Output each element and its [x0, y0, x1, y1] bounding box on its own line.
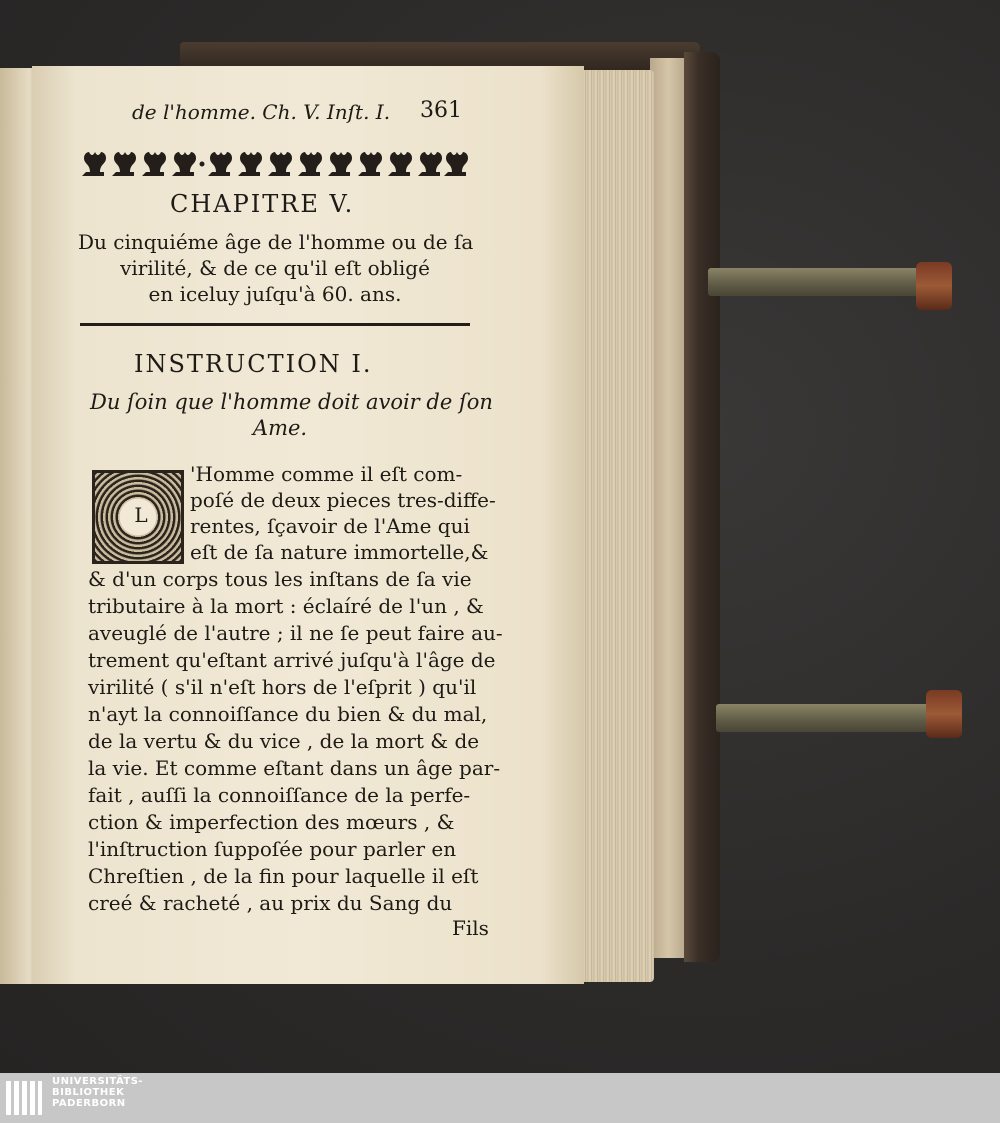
clasp-upper-end — [916, 262, 952, 310]
chapter-subtitle-line: en iceluy juſqu'à 60. ans. — [148, 282, 402, 306]
library-name — [52, 1076, 143, 1109]
horizontal-rule — [80, 323, 470, 326]
body-text-line: aveuglé de l'autre ; il ne ſe peut faire au- — [88, 621, 503, 645]
chapter-subtitle-line: virilité, & de ce qu'il eſt obligé — [120, 256, 430, 280]
page-edges — [574, 70, 654, 982]
book-spine — [684, 52, 720, 962]
body-text-line: tributaire à la mort : éclaíré de l'un , & — [88, 594, 484, 618]
body-text-line: virilité ( s'il n'eſt hors de l'eſprit ) qu'il — [88, 675, 477, 699]
library-name-line: BIBLIOTHEK — [52, 1087, 125, 1098]
body-text-line: creé & racheté , au prix du Sang du — [88, 891, 453, 915]
chapter-subtitle-line: Du cinquiéme âge de l'homme ou de ſa — [78, 230, 474, 254]
ornament-band — [78, 148, 470, 180]
body-text-line: eſt de ſa nature immortelle,& — [190, 540, 489, 564]
body-text-line: 'Homme comme il eſt com- — [190, 462, 463, 486]
drop-cap-letter: L — [134, 503, 148, 527]
instruction-subtitle-line: Du ſoin que l'homme doit avoir de ſon — [90, 390, 493, 414]
library-footer-bar — [0, 1073, 1000, 1123]
page-number: 361 — [420, 98, 462, 123]
body-text-line: la vie. Et comme eſtant dans un âge par- — [88, 756, 501, 780]
body-text-line: & d'un corps tous les inſtans de ſa vie — [88, 567, 472, 591]
body-text-line: trement qu'eſtant arrivé juſqu'à l'âge de — [88, 648, 496, 672]
body-text-line: poſé de deux pieces tres-diffe- — [190, 488, 496, 512]
body-text-line: n'ayt la connoiſſance du bien & du mal, — [88, 702, 488, 726]
clasp-lower — [716, 704, 936, 732]
library-logo-icon — [6, 1079, 42, 1117]
clasp-upper — [708, 268, 928, 296]
body-text-line: ction & imperfection des mœurs , & — [88, 810, 455, 834]
library-name-line: PADERBORN — [52, 1098, 126, 1109]
drop-cap-initial — [92, 470, 184, 564]
clasp-lower-end — [926, 690, 962, 738]
body-text-line: de la vertu & du vice , de la mort & de — [88, 729, 480, 753]
body-text-line: l'inſtruction ſuppoſée pour parler en — [88, 837, 457, 861]
chapter-heading: CHAPITRE V. — [170, 190, 355, 218]
body-text-line: fait , auſſi la connoiſſance de la perfe- — [88, 783, 471, 807]
instruction-subtitle-line: Ame. — [252, 416, 308, 440]
catchword: Fils — [452, 916, 489, 940]
instruction-heading: INSTRUCTION I. — [134, 350, 373, 378]
running-head: de l'homme. Ch. V. Inſt. I. — [132, 100, 391, 124]
body-text-line: rentes, ſçavoir de l'Ame qui — [190, 514, 470, 538]
library-name-line: UNIVERSITÄTS- — [52, 1076, 144, 1087]
body-text-line: Chreſtien , de la fin pour laquelle il eſt — [88, 864, 479, 888]
